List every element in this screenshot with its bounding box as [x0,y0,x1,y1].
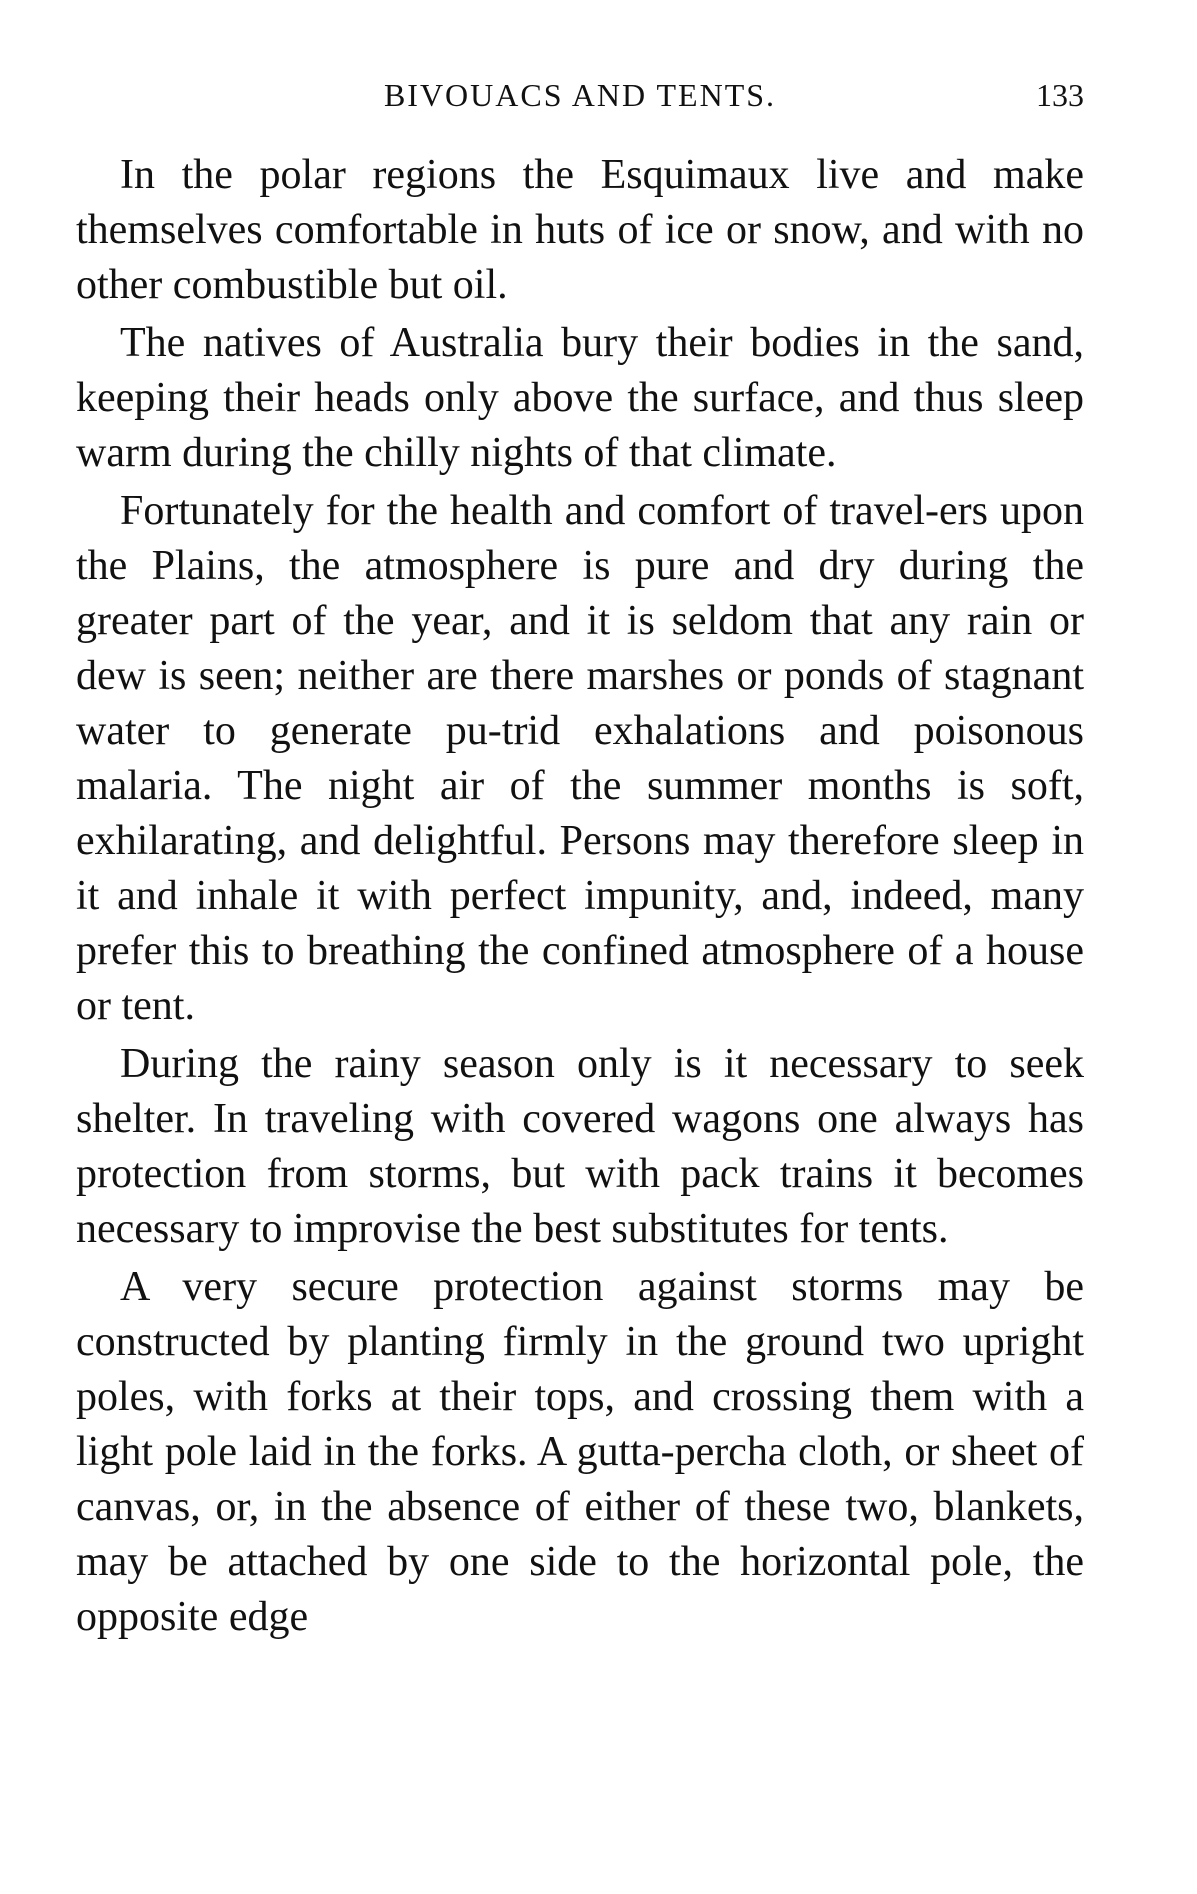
paragraph-plains-atmosphere: Fortunately for the health and comfort of travel-ers upon the Plains, the atmosphere is pure and dry during the greater part of the year, and it is seldom that any rain or dew is seen; neither are there marshes or ponds of stagnant water to generate pu-trid exhalations and poisonous malaria. The night air of the summer months is soft, exhilarating, and delightful. Persons may therefore sleep in it and inhale it with perfect impunity, and, indeed, many prefer this to breathing the confined atmosphere of a house or tent. [76,488,1084,1029]
body-text [76,148,1084,1648]
paragraph-australia: The natives of Australia bury their bodies in the sand, keeping their heads only above the surface, and thus sleep warm during the chilly nights of that climate. [76,320,1084,476]
running-head [76,70,1084,120]
paragraph-esquimaux: In the polar regions the Esquimaux live and make themselves comfortable in huts of ice or snow, and with no other combustible but oil. [76,152,1084,308]
paragraph-rainy-season: During the rainy season only is it necessary to seek shelter. In traveling with covered wagons one always has protection from storms, but with pack trains it becomes necessary to improvise the best substitutes for tents. [76,1041,1084,1252]
running-title: BIVOUACS AND TENTS. [383,77,777,113]
paragraph-storm-protection: A very secure protection against storms may be constructed by planting firmly in the ground two upright poles, with forks at their tops, and crossing them with a light pole laid in the forks. A gutta-percha cloth, or sheet of canvas, or, in the absence of either of these two, blankets, may be attached by one side to the horizontal pole, the opposite edge [76,1264,1084,1640]
page-number: 133 [1036,77,1084,113]
